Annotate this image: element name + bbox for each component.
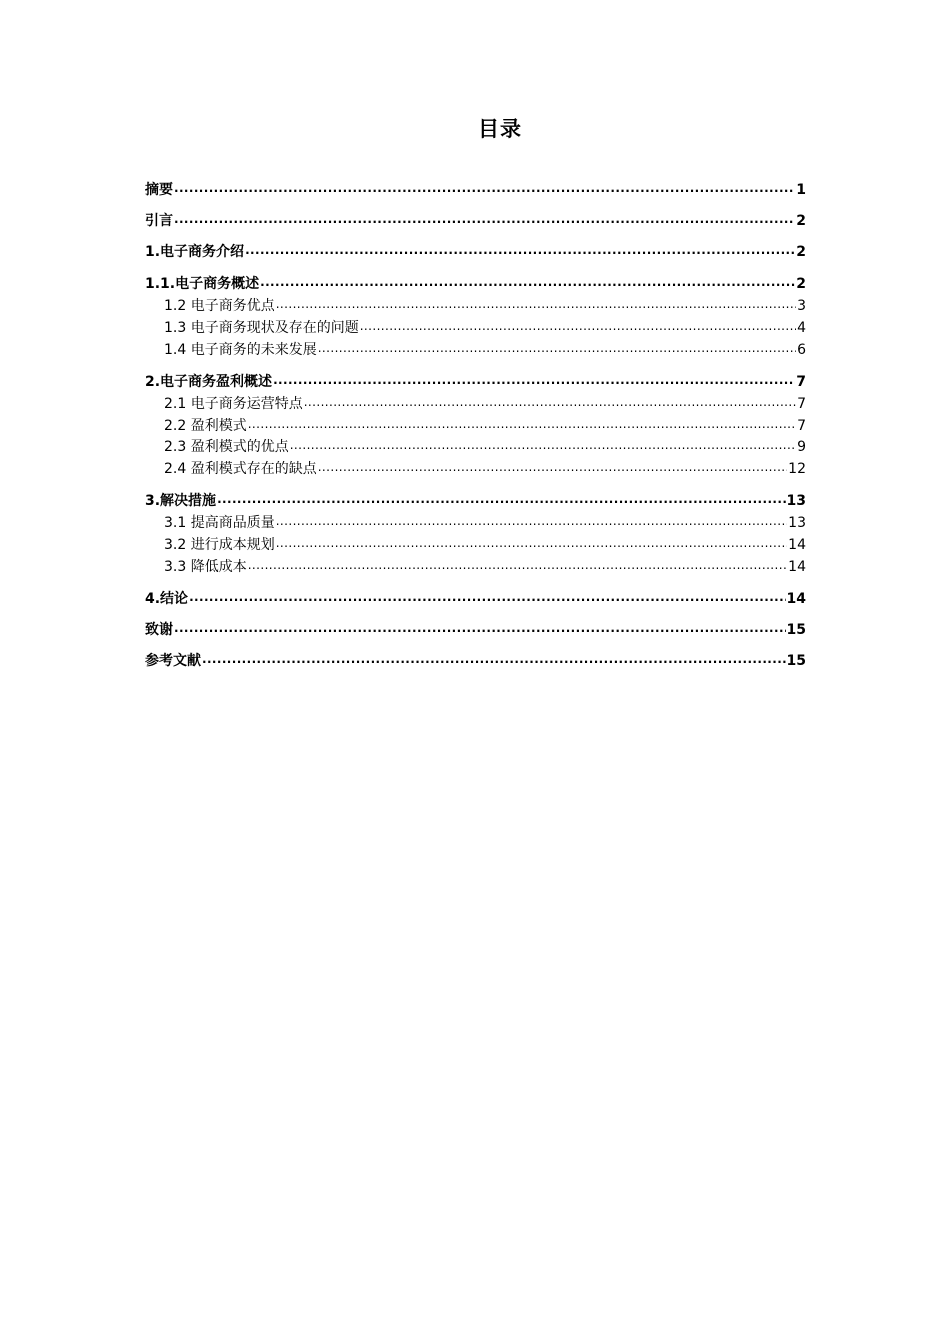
dot-leader <box>248 416 796 430</box>
dot-leader <box>318 459 787 473</box>
toc-entry-page: 6 <box>797 342 806 358</box>
dot-leader <box>304 394 796 408</box>
toc-entry-page: 4 <box>797 320 806 336</box>
dot-leader <box>174 180 795 194</box>
toc-entry[interactable] <box>145 340 806 360</box>
dot-leader <box>276 513 787 527</box>
dot-leader <box>248 557 787 571</box>
toc-entry[interactable] <box>145 242 806 262</box>
toc-entry[interactable] <box>145 513 806 533</box>
toc-entry-page: 12 <box>788 461 806 477</box>
toc-entry-page: 14 <box>788 559 806 575</box>
toc-entry[interactable] <box>145 589 806 609</box>
toc-entry[interactable] <box>145 557 806 577</box>
toc-entry[interactable] <box>145 651 806 671</box>
toc-entry-page: 9 <box>797 439 806 455</box>
toc-entry-label: 致谢 <box>145 622 173 638</box>
toc-entry-page: 15 <box>786 622 806 638</box>
dot-leader <box>260 274 795 288</box>
toc-entry-page: 13 <box>786 493 806 509</box>
dot-leader <box>360 318 796 332</box>
toc-entry[interactable] <box>145 535 806 555</box>
toc-entry-label: 3.解决措施 <box>145 493 217 509</box>
toc-entry-page: 2 <box>796 244 806 260</box>
toc-entry-page: 1 <box>796 182 806 198</box>
toc-entry-page: 14 <box>786 591 806 607</box>
toc-entry-page: 3 <box>797 298 806 314</box>
toc-entry-label: 2.1 电子商务运营特点 <box>164 396 303 412</box>
dot-leader <box>202 651 786 665</box>
dot-leader <box>245 242 795 256</box>
toc-entry[interactable] <box>145 459 806 479</box>
toc-entry-label: 4.结论 <box>145 591 189 607</box>
dot-leader <box>174 620 786 634</box>
toc-entry-label: 2.4 盈利模式存在的缺点 <box>164 461 317 477</box>
toc-entry[interactable] <box>145 416 806 436</box>
toc-entry[interactable] <box>145 318 806 338</box>
toc-entry-label: 2.电子商务盈利概述 <box>145 374 273 390</box>
toc-entry-label: 参考文献 <box>145 653 201 669</box>
toc-entry-page: 13 <box>788 515 806 531</box>
toc-entry-label: 3.1 提高商品质量 <box>164 515 275 531</box>
toc-entry[interactable] <box>145 372 806 392</box>
toc-entry[interactable] <box>145 394 806 414</box>
dot-leader <box>217 491 785 505</box>
dot-leader <box>189 589 785 603</box>
toc-entry-label: 1.3 电子商务现状及存在的问题 <box>164 320 359 336</box>
toc-entry-page: 2 <box>796 213 806 229</box>
toc-entry-page: 7 <box>797 418 806 434</box>
toc-entry[interactable] <box>145 491 806 511</box>
toc-entry[interactable] <box>145 274 806 294</box>
dot-leader <box>174 211 795 225</box>
toc-entry-label: 引言 <box>145 213 173 229</box>
toc-entry-label: 1.4 电子商务的未来发展 <box>164 342 317 358</box>
toc-entry[interactable] <box>145 620 806 640</box>
toc-entry-label: 3.3 降低成本 <box>164 559 247 575</box>
dot-leader <box>273 372 795 386</box>
toc-entry-page: 7 <box>796 374 806 390</box>
toc-entry[interactable] <box>145 437 806 457</box>
page-title: 目录 <box>478 117 522 141</box>
toc-entry-page: 7 <box>797 396 806 412</box>
toc-entry[interactable] <box>145 211 806 231</box>
dot-leader <box>276 296 796 310</box>
toc-entry-label: 1.电子商务介绍 <box>145 244 245 260</box>
dot-leader <box>290 437 796 451</box>
toc-entry-page: 14 <box>788 537 806 553</box>
dot-leader <box>276 535 787 549</box>
toc-entry-label: 2.3 盈利模式的优点 <box>164 439 289 455</box>
toc-entry-page: 15 <box>786 653 806 669</box>
dot-leader <box>318 340 796 354</box>
toc-entry-label: 1.2 电子商务优点 <box>164 298 275 314</box>
toc-entry-page: 2 <box>796 276 806 292</box>
toc-entry[interactable] <box>145 296 806 316</box>
toc-entry-label: 1.1.电子商务概述 <box>145 276 260 292</box>
toc-entry-label: 摘要 <box>145 182 173 198</box>
toc-entry[interactable] <box>145 180 806 200</box>
toc-entry-label: 3.2 进行成本规划 <box>164 537 275 553</box>
toc-entry-label: 2.2 盈利模式 <box>164 418 247 434</box>
